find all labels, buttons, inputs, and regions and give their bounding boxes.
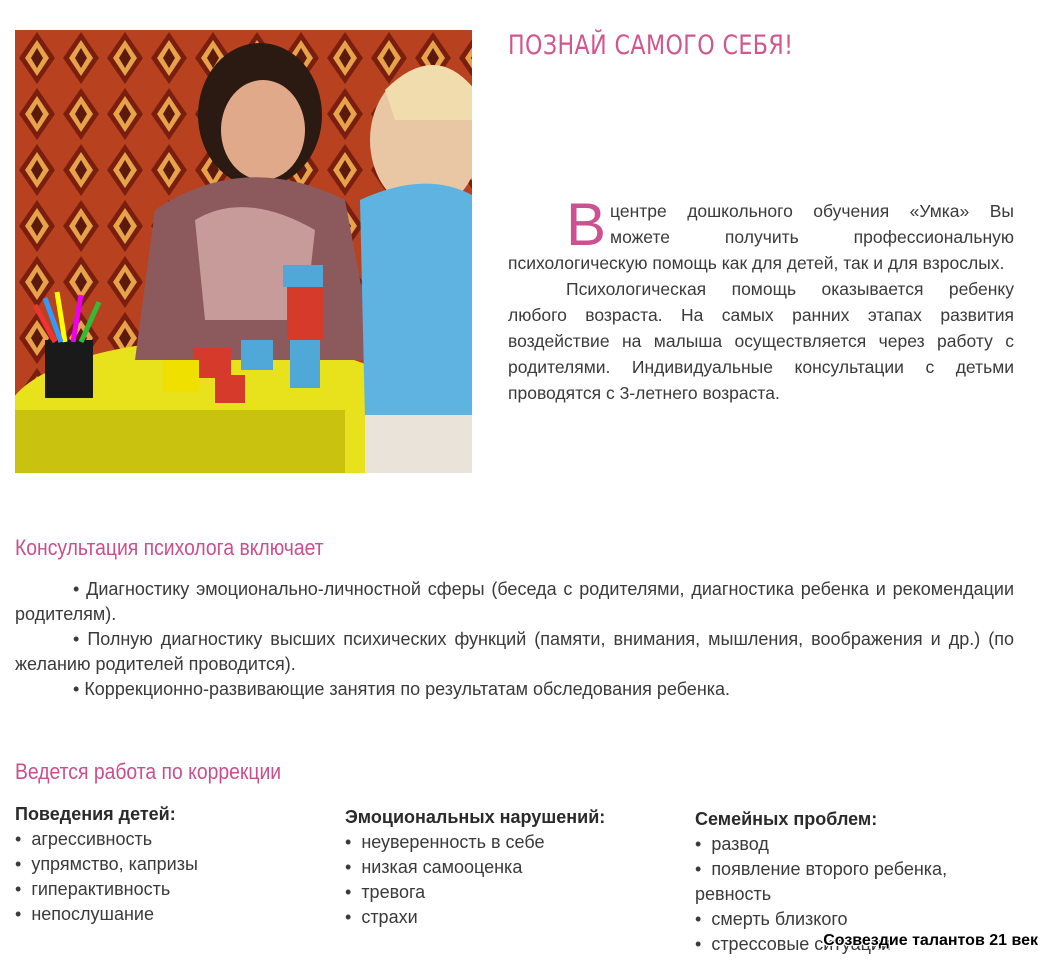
list-item: • низкая самооценка: [345, 855, 605, 880]
list-item: • агрессивность: [15, 827, 198, 852]
intro-paragraph-1-text: центре дошкольного обучения «Умка» Вы можете получить профессиональную психологическую помощь как для детей, так и для взрослых.: [508, 201, 1014, 273]
column-list: [15, 827, 198, 927]
consultation-item: • Полную диагностику высших психических функций (памяти, внимания, мышления, воображения и др.) (по желанию родителей проводится).: [15, 627, 1014, 677]
intro-paragraph-2: Психологическая помощь оказывается ребенку любого возраста. На самых ранних этапах развития воздействие на малыша осуществляется через работу с родителями. Индивидуальные консультации с детьми проводятся с 3-летнего возраста.: [508, 279, 1014, 403]
column-title: Поведения детей:: [15, 804, 176, 824]
photo-psychologist-with-child: [15, 30, 472, 473]
drop-cap: В: [566, 191, 607, 258]
column-list: [345, 830, 605, 930]
list-item: • непослушание: [15, 902, 198, 927]
intro-paragraph-1: [508, 191, 1014, 276]
column-behavior: [15, 802, 198, 927]
list-item: • тревога: [345, 880, 605, 905]
consultation-heading: Консультация психолога включает: [15, 535, 324, 560]
list-item: • неуверенность в себе: [345, 830, 605, 855]
list-item: • страхи: [345, 905, 605, 930]
list-item: • упрямство, капризы: [15, 852, 198, 877]
column-title: Семейных проблем:: [695, 809, 878, 829]
consultation-list: [15, 577, 1014, 702]
list-item: • гиперактивность: [15, 877, 198, 902]
intro-text: [508, 191, 1014, 406]
consultation-item: • Диагностику эмоционально-личностной сферы (беседа с родителями, диагностика ребенка и рекомендации родителям).: [15, 577, 1014, 627]
page-title: ПОЗНАЙ САМОГО СЕБЯ!: [508, 30, 794, 61]
list-item: • появление второго ребенка,: [695, 857, 947, 882]
column-emotional: [345, 805, 605, 930]
watermark: Созвездие талантов 21 век: [823, 932, 1038, 949]
list-item: • развод: [695, 832, 947, 857]
list-item: • стрессовые ситуации: [695, 932, 947, 957]
list-item-continuation: ревность: [695, 884, 772, 904]
list-item: • смерть близкого: [695, 907, 947, 932]
consultation-item: • Коррекционно-развивающие занятия по результатам обследования ребенка.: [15, 677, 1014, 702]
correction-heading: Ведется работа по коррекции: [15, 759, 282, 784]
column-title: Эмоциональных нарушений:: [345, 807, 606, 827]
